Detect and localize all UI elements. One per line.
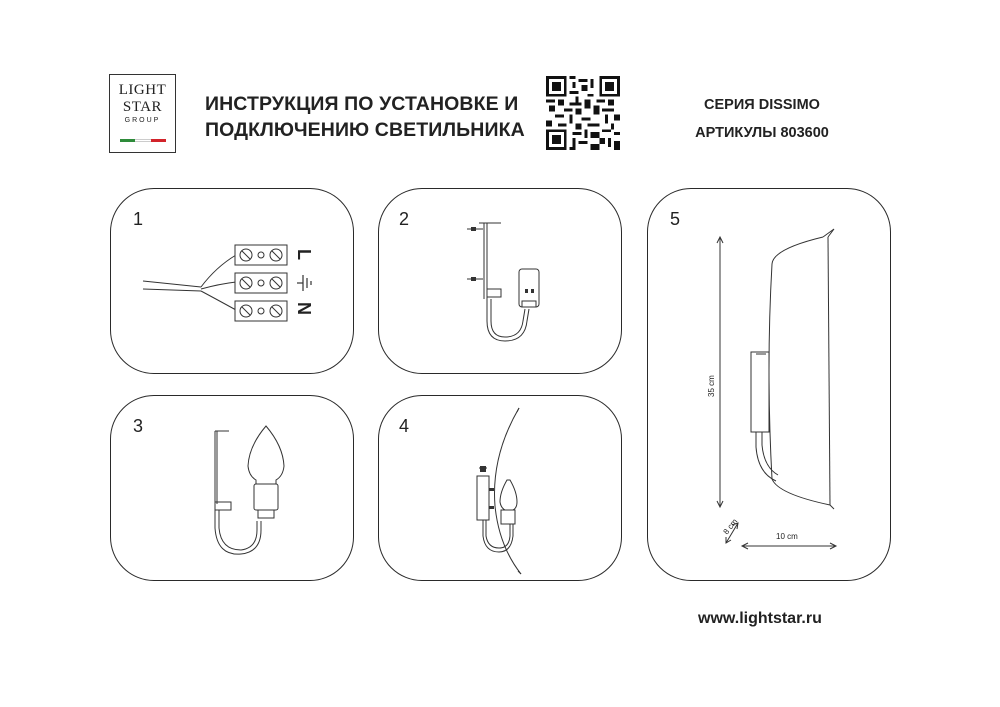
ground-symbol — [297, 275, 311, 291]
step-panel-3 — [110, 395, 354, 581]
step-number: 3 — [133, 416, 144, 436]
italian-flag-stripe — [120, 139, 166, 142]
live-terminal-label: L — [294, 249, 314, 260]
lamp-insertion-diagram — [111, 396, 355, 582]
logo-text-line3: GROUP — [124, 117, 161, 124]
depth-dimension-label: 8 cm — [721, 517, 740, 537]
step-number: 4 — [399, 416, 410, 436]
terminal-block-diagram — [111, 189, 355, 375]
step-panel-2 — [378, 188, 622, 374]
title-line-1: ИНСТРУКЦИЯ ПО УСТАНОВКЕ И — [205, 93, 519, 115]
website-link[interactable]: www.lightstar.ru — [698, 610, 822, 627]
height-dimension-line — [717, 237, 723, 507]
step-panel-1 — [110, 188, 354, 374]
article-label: АРТИКУЛЫ 803600 — [695, 125, 829, 141]
step-panel-5 — [647, 188, 891, 581]
shade-attachment-diagram — [379, 396, 623, 582]
brand-logo — [109, 74, 176, 153]
document-title — [205, 91, 525, 143]
step-number: 1 — [133, 209, 144, 229]
logo-text-line2: STAR — [122, 99, 163, 115]
logo-text-line1: LIGHT — [118, 82, 167, 98]
series-label: СЕРИЯ DISSIMO — [704, 97, 820, 113]
neutral-terminal-label: N — [294, 302, 314, 315]
step-number: 5 — [670, 209, 681, 229]
title-line-2: ПОДКЛЮЧЕНИЮ СВЕТИЛЬНИКА — [205, 119, 525, 141]
dimensions-diagram — [648, 189, 892, 582]
width-dimension-label: 10 cm — [776, 532, 798, 541]
height-dimension-label: 35 cm — [707, 375, 716, 397]
step-panel-4 — [378, 395, 622, 581]
bracket-mounting-diagram — [379, 189, 623, 375]
qr-code — [546, 76, 620, 150]
step-number: 2 — [399, 209, 410, 229]
width-dimension-line — [742, 543, 836, 549]
product-info — [686, 91, 838, 147]
